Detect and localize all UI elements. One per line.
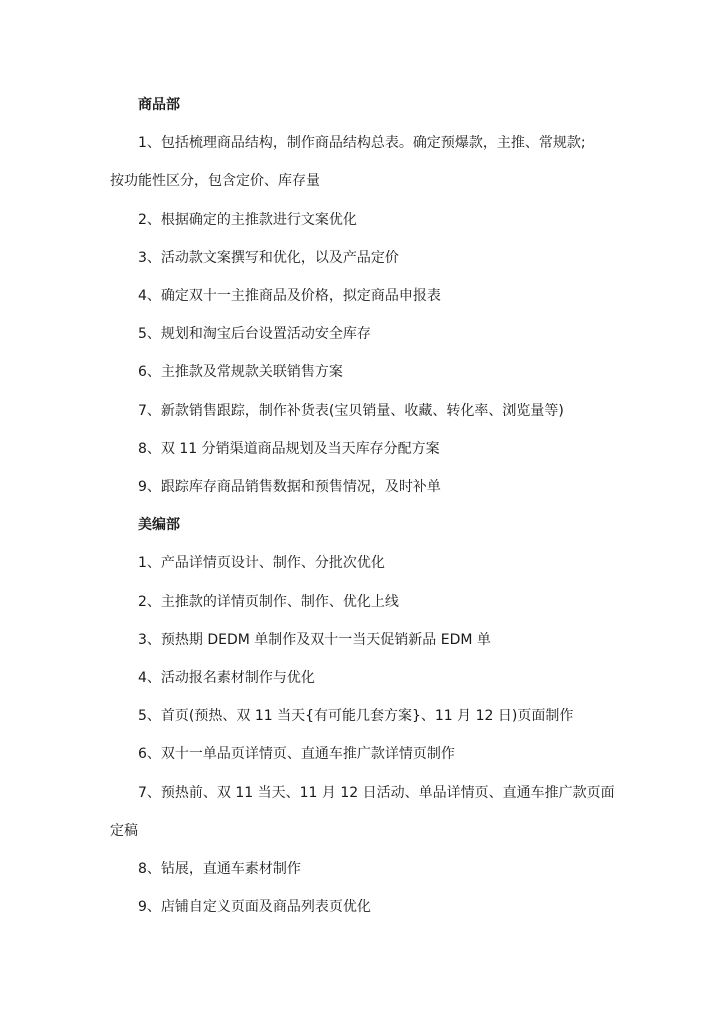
section-heading: 商品部 bbox=[138, 97, 180, 113]
list-item-continuation: 按功能性区分，包含定价、库存量 bbox=[110, 173, 320, 190]
list-item bbox=[110, 430, 610, 468]
list-item-text: 5、规划和淘宝后台设置活动安全库存 bbox=[138, 326, 371, 343]
list-item bbox=[110, 659, 610, 697]
list-item-text: 3、预热期 DEDM 单制作及双十一当天促销新品 EDM 单 bbox=[138, 631, 491, 648]
list-item bbox=[110, 621, 610, 659]
list-item bbox=[110, 774, 615, 850]
list-item-text: 1、产品详情页设计、制作、分批次优化 bbox=[138, 555, 385, 572]
list-item-text: 7、新款销售跟踪，制作补货表(宝贝销量、收藏、转化率、浏览量等) bbox=[138, 402, 564, 419]
list-item bbox=[110, 277, 610, 315]
list-item bbox=[110, 239, 610, 277]
list-item bbox=[110, 124, 610, 200]
list-item bbox=[110, 392, 610, 430]
list-item-text: 3、活动款文案撰写和优化，以及产品定价 bbox=[138, 249, 399, 266]
list-item bbox=[110, 583, 610, 621]
list-item-text: 9、店铺自定义页面及商品列表页优化 bbox=[138, 899, 371, 916]
list-item-text: 4、确定双十一主推商品及价格，拟定商品申报表 bbox=[138, 288, 441, 305]
list-item bbox=[110, 544, 610, 582]
list-item bbox=[110, 735, 610, 773]
list-item bbox=[110, 315, 610, 353]
list-item bbox=[110, 468, 610, 506]
list-item bbox=[110, 201, 610, 239]
list-item-text: 8、双 11 分销渠道商品规划及当天库存分配方案 bbox=[138, 440, 440, 457]
list-item-text: 2、根据确定的主推款进行文案优化 bbox=[138, 211, 357, 228]
document-body bbox=[110, 86, 615, 926]
list-item-text: 6、主推款及常规款关联销售方案 bbox=[138, 364, 343, 381]
list-item bbox=[110, 888, 610, 926]
list-item bbox=[110, 697, 610, 735]
list-item-text: 9、跟踪库存商品销售数据和预售情况，及时补单 bbox=[138, 479, 441, 496]
section-heading: 美编部 bbox=[138, 517, 180, 534]
list-item bbox=[110, 353, 610, 391]
list-item-continuation: 定稿 bbox=[110, 822, 138, 839]
list-item bbox=[110, 850, 610, 888]
list-item-text: 6、双十一单品页详情页、直通车推广款详情页制作 bbox=[138, 746, 455, 763]
list-item-text: 4、活动报名素材制作与优化 bbox=[138, 670, 315, 687]
list-item-text: 1、包括梳理商品结构，制作商品结构总表。确定预爆款，主推、常规款; bbox=[138, 135, 586, 152]
list-item-text: 2、主推款的详情页制作、制作、优化上线 bbox=[138, 593, 399, 610]
list-item-text: 5、首页(预热、双 11 当天{有可能几套方案}、11 月 12 日)页面制作 bbox=[138, 708, 574, 725]
list-item-text: 8、钻展，直通车素材制作 bbox=[138, 861, 301, 878]
list-item-text: 7、预热前、双 11 当天、11 月 12 日活动、单品详情页、直通车推广款页面 bbox=[138, 784, 615, 801]
